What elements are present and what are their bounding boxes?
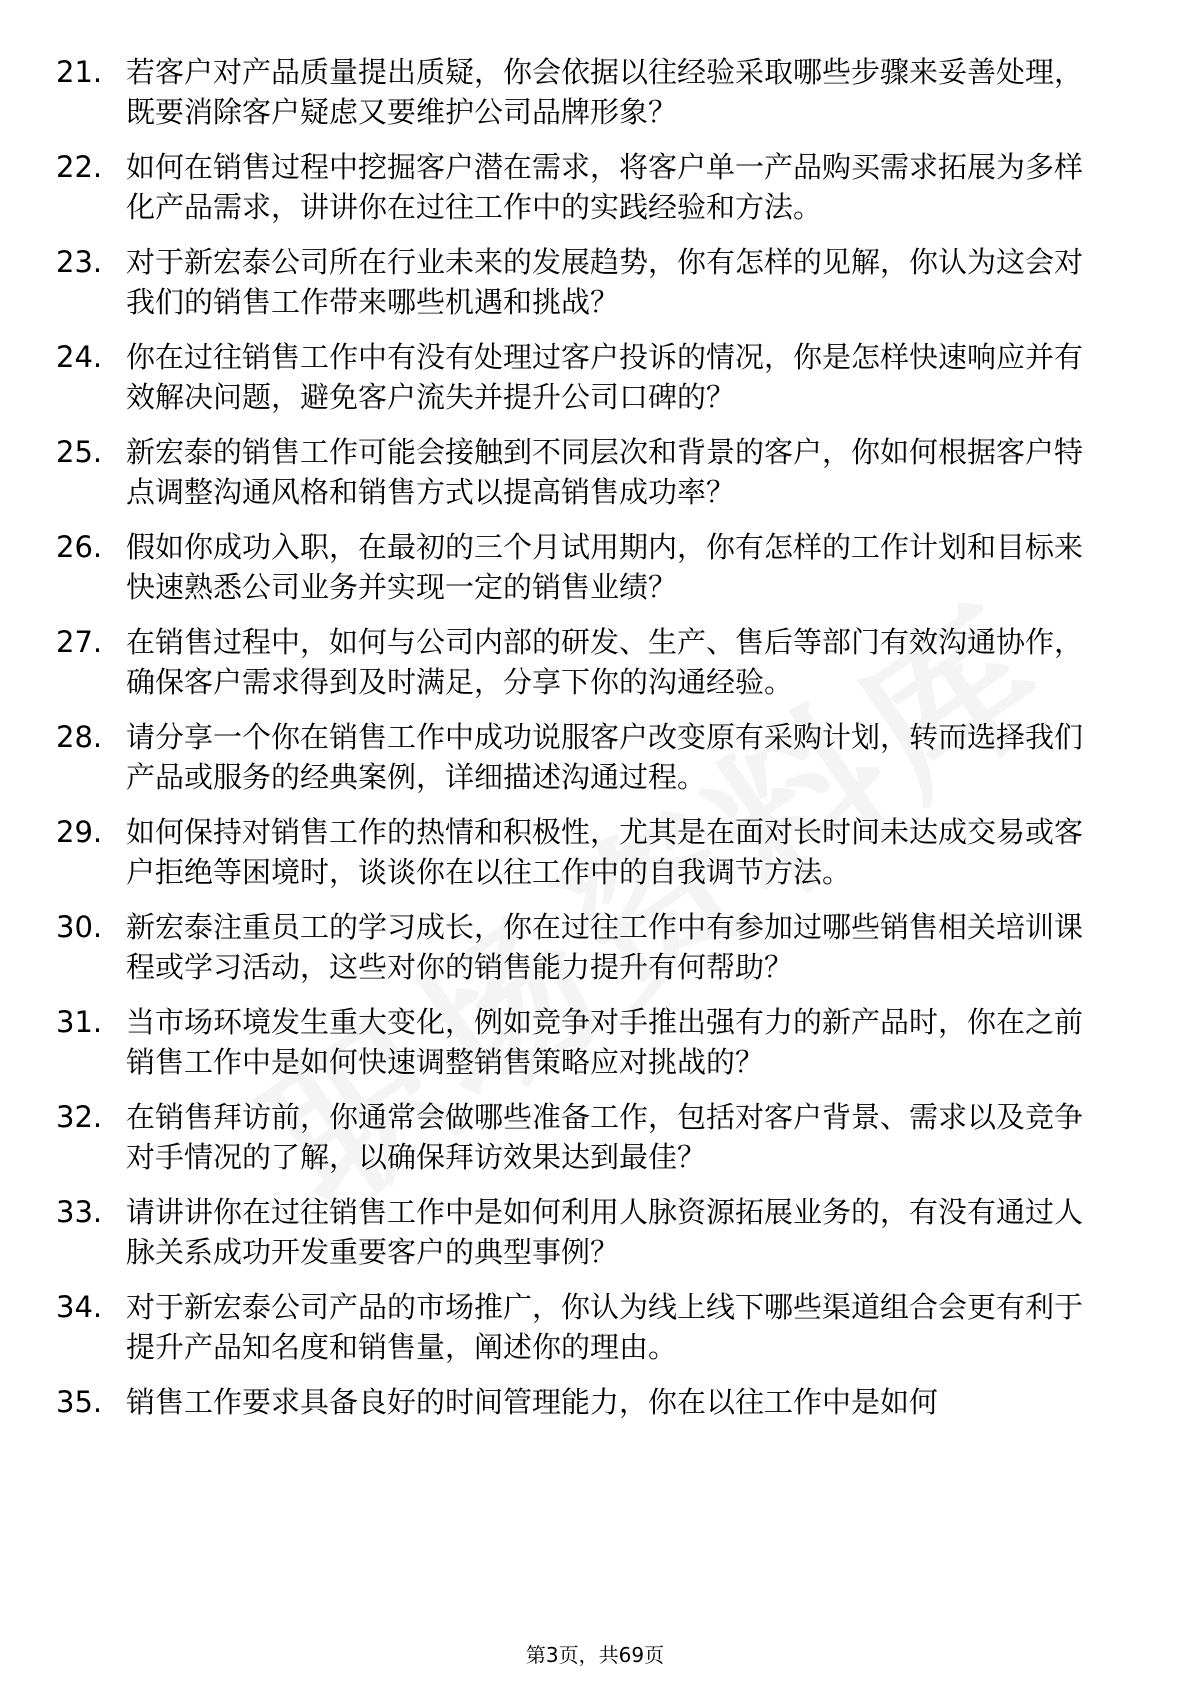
question-text: 新宏泰的销售工作可能会接触到不同层次和背景的客户，你如何根据客户特点调整沟通风格和销售方式以提高销售成功率？: [126, 435, 1084, 509]
question-text: 在销售拜访前，你通常会做哪些准备工作，包括对客户背景、需求以及竞争对手情况的了解，以确保拜访效果达到最佳？: [126, 1100, 1084, 1174]
question-item: [0, 527, 1106, 607]
question-number: 33.: [56, 1195, 103, 1229]
question-item: [0, 1097, 1106, 1177]
question-number: 26.: [56, 530, 103, 564]
question-number: 31.: [56, 1005, 103, 1039]
question-text: 假如你成功入职，在最初的三个月试用期内，你有怎样的工作计划和目标来快速熟悉公司业务并实现一定的销售业绩？: [126, 530, 1084, 604]
question-text: 新宏泰注重员工的学习成长，你在过往工作中有参加过哪些销售相关培训课程或学习活动，这些对你的销售能力提升有何帮助？: [126, 910, 1084, 984]
question-number: 22.: [56, 150, 103, 184]
question-item: [0, 242, 1106, 322]
question-number: 28.: [56, 720, 103, 754]
question-item: [0, 717, 1106, 797]
question-text: 若客户对产品质量提出质疑，你会依据以往经验采取哪些步骤来妥善处理，既要消除客户疑虑又要维护公司品牌形象？: [126, 55, 1084, 129]
question-text: 请讲讲你在过往销售工作中是如何利用人脉资源拓展业务的，有没有通过人脉关系成功开发重要客户的典型事例？: [126, 1195, 1084, 1269]
question-item: [0, 812, 1106, 892]
question-number: 29.: [56, 815, 103, 849]
question-number: 25.: [56, 435, 103, 469]
question-text: 你在过往销售工作中有没有处理过客户投诉的情况，你是怎样快速响应并有效解决问题，避免客户流失并提升公司口碑的？: [126, 340, 1084, 414]
page-footer: 第3页，共69页: [525, 1643, 665, 1667]
question-item: [0, 432, 1106, 512]
question-item: [0, 1382, 1106, 1422]
question-number: 34.: [56, 1290, 103, 1324]
question-number: 35.: [56, 1385, 103, 1419]
question-text: 当市场环境发生重大变化，例如竞争对手推出强有力的新产品时，你在之前销售工作中是如何快速调整销售策略应对挑战的？: [126, 1005, 1084, 1079]
question-number: 21.: [56, 55, 103, 89]
question-list: [0, 52, 1190, 1437]
question-text: 如何保持对销售工作的热情和积极性，尤其是在面对长时间未达成交易或客户拒绝等困境时，谈谈你在以往工作中的自我调节方法。: [126, 815, 1084, 889]
question-item: [0, 622, 1106, 702]
question-text: 在销售过程中，如何与公司内部的研发、生产、售后等部门有效沟通协作，确保客户需求得到及时满足，分享下你的沟通经验。: [126, 625, 1084, 699]
question-item: [0, 907, 1106, 987]
question-number: 32.: [56, 1100, 103, 1134]
question-item: [0, 1002, 1106, 1082]
question-item: [0, 147, 1106, 227]
question-text: 如何在销售过程中挖掘客户潜在需求，将客户单一产品购买需求拓展为多样化产品需求，讲讲你在过往工作中的实践经验和方法。: [126, 150, 1084, 224]
question-number: 30.: [56, 910, 103, 944]
question-text: 请分享一个你在销售工作中成功说服客户改变原有采购计划，转而选择我们产品或服务的经典案例，详细描述沟通过程。: [126, 720, 1084, 794]
question-text: 对于新宏泰公司产品的市场推广，你认为线上线下哪些渠道组合会更有利于提升产品知名度和销售量，阐述你的理由。: [126, 1290, 1084, 1364]
question-number: 27.: [56, 625, 103, 659]
question-item: [0, 52, 1106, 132]
question-item: [0, 1192, 1106, 1272]
question-item: [0, 337, 1106, 417]
question-number: 24.: [56, 340, 103, 374]
question-text: 对于新宏泰公司所在行业未来的发展趋势，你有怎样的见解，你认为这会对我们的销售工作带来哪些机遇和挑战？: [126, 245, 1084, 319]
question-number: 23.: [56, 245, 103, 279]
question-text: 销售工作要求具备良好的时间管理能力，你在以往工作中是如何: [126, 1385, 939, 1419]
question-item: [0, 1287, 1106, 1367]
